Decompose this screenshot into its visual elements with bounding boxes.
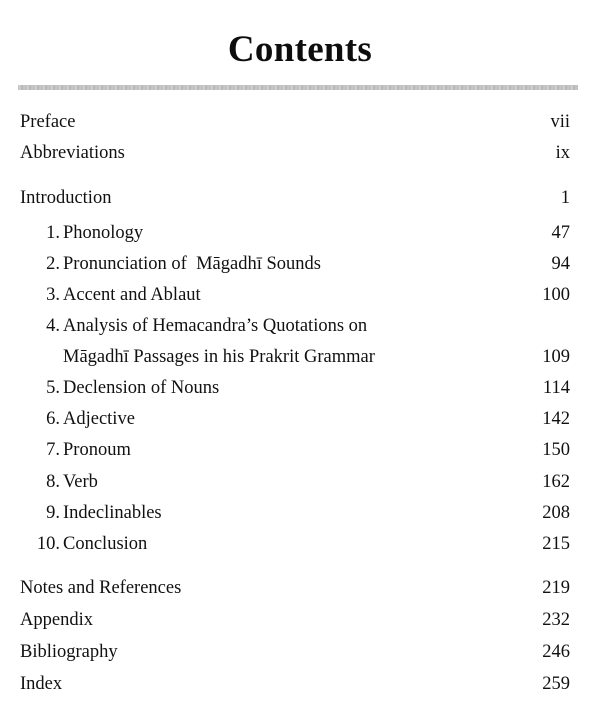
toc-entry-label: Bibliography xyxy=(20,642,118,662)
toc-entry-page: 246 xyxy=(542,642,570,662)
toc-chapter-5[interactable] xyxy=(20,376,570,400)
chapter-number: 9. xyxy=(46,503,60,523)
toc-entry-introduction[interactable] xyxy=(20,186,570,210)
toc-entry-page: 100 xyxy=(542,285,570,305)
chapter-number: 2. xyxy=(46,254,60,274)
toc-entry-page: ix xyxy=(555,143,570,163)
title-divider xyxy=(18,85,578,90)
toc-chapter-1[interactable] xyxy=(20,221,570,245)
toc-entry-label: Abbreviations xyxy=(20,143,125,163)
toc-chapter-8[interactable] xyxy=(20,470,570,494)
toc-entry-page: 94 xyxy=(551,254,570,274)
chapter-title: Conclusion xyxy=(63,534,148,554)
toc-entry-bibliography[interactable] xyxy=(20,640,570,664)
toc-entry-page: 259 xyxy=(542,674,570,694)
chapter-number: 1. xyxy=(46,223,60,243)
toc-chapter-4[interactable] xyxy=(20,314,570,338)
chapter-number: 7. xyxy=(46,440,60,460)
toc-entry-index[interactable] xyxy=(20,672,570,696)
toc-entry-page: 162 xyxy=(542,472,570,492)
toc-entry-label: Preface xyxy=(20,112,76,132)
toc-chapter-4-continued[interactable] xyxy=(20,345,570,369)
chapter-title: Analysis of Hemacandra’s Quotations on xyxy=(63,316,368,336)
chapter-title: Pronunciation of Māgadhī Sounds xyxy=(63,254,321,274)
chapter-number: 8. xyxy=(46,472,60,492)
chapter-number: 10. xyxy=(36,534,60,554)
chapter-title-continuation: Māgadhī Passages in his Prakrit Grammar xyxy=(63,347,375,367)
toc-entry-preface[interactable] xyxy=(20,110,570,134)
chapter-title: Accent and Ablaut xyxy=(63,285,201,305)
toc-entry-label: Appendix xyxy=(20,610,93,630)
toc-entry-page: 114 xyxy=(542,378,570,398)
toc-entry-page: 1 xyxy=(560,188,570,208)
toc-chapter-3[interactable] xyxy=(20,283,570,307)
chapter-number: 5. xyxy=(46,378,60,398)
toc-entry-appendix[interactable] xyxy=(20,608,570,632)
chapter-title: Declension of Nouns xyxy=(63,378,220,398)
toc-entry-page: 142 xyxy=(542,409,570,429)
toc-entry-label: Index xyxy=(20,674,63,694)
chapter-number: 3. xyxy=(46,285,60,305)
toc-entry-page: 219 xyxy=(542,578,570,598)
toc-entry-page: 150 xyxy=(542,440,570,460)
chapter-title: Pronoum xyxy=(63,440,131,460)
toc-entry-page: vii xyxy=(550,112,570,132)
toc-entry-abbreviations[interactable] xyxy=(20,141,570,165)
toc-entry-page: 232 xyxy=(542,610,570,630)
toc-entry-label: Introduction xyxy=(20,188,112,208)
toc-chapter-2[interactable] xyxy=(20,252,570,276)
chapter-title: Phonology xyxy=(63,223,144,243)
page-title: Contents xyxy=(227,29,373,70)
chapter-title: Indeclinables xyxy=(63,503,162,523)
toc-chapter-9[interactable] xyxy=(20,501,570,525)
chapter-title: Verb xyxy=(63,472,98,492)
toc-entry-label: Notes and References xyxy=(20,578,182,598)
toc-entry-notes-and-references[interactable] xyxy=(20,576,570,600)
chapter-number: 6. xyxy=(46,409,60,429)
toc-entry-page: 208 xyxy=(542,503,570,523)
toc-entry-page: 47 xyxy=(551,223,570,243)
toc-entry-page: 215 xyxy=(542,534,570,554)
chapter-number: 4. xyxy=(46,316,60,336)
toc-entry-page: 109 xyxy=(542,347,570,367)
toc-chapter-6[interactable] xyxy=(20,407,570,431)
toc-chapter-7[interactable] xyxy=(20,438,570,462)
toc-chapter-10[interactable] xyxy=(20,532,570,556)
chapter-title: Adjective xyxy=(63,409,135,429)
